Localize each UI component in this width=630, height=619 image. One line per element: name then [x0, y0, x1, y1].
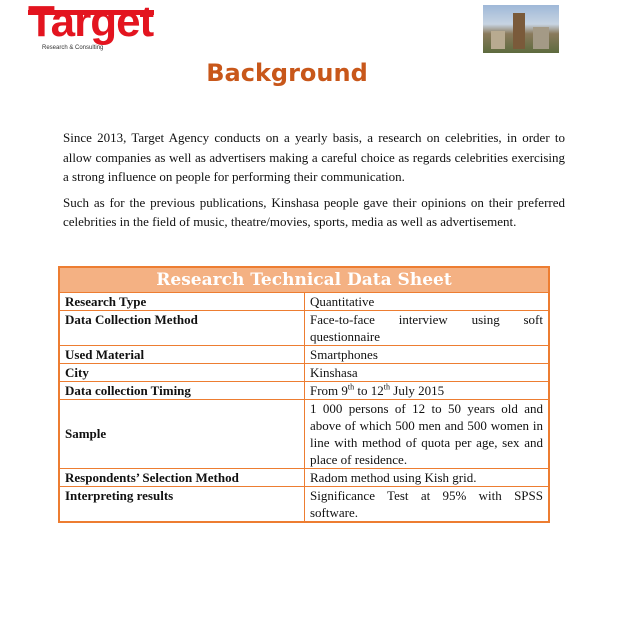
table-row: Data collection Timing From 9th to 12th July 2015: [59, 381, 549, 399]
paragraph-2: Such as for the previous publications, Kinshasa people gave their opinions on their preferred celebrities in the field of music, theatre/movies, sports, media as well as advertisement.: [63, 194, 565, 229]
technical-data-sheet: [58, 266, 550, 523]
table-row: Research Type Quantitative: [59, 292, 549, 310]
page-title: Background: [206, 59, 368, 87]
table-title: Research Technical Data Sheet: [59, 267, 549, 293]
table-row: Respondents’ Selection Method Radom method using Kish grid.: [59, 468, 549, 486]
table-row: Used Material Smartphones: [59, 345, 549, 363]
table-row: City Kinshasa: [59, 363, 549, 381]
table-row: Sample 1 000 persons of 12 to 50 years old and above of which 500 men and 500 women in line with method of quota per age, sex and place of residence.: [59, 399, 549, 468]
table-row: Interpreting results Significance Test at 95% with SPSS software.: [59, 486, 549, 522]
paragraph-1: Since 2013, Target Agency conducts on a yearly basis, a research on celebrities, in order to allow companies as well as advertisers making a careful choice as regards celebrities exercising a strong influence on people for performing their communication.: [63, 130, 565, 184]
table-row: Data Collection Method Face-to-face interview using soft questionnaire: [59, 310, 549, 345]
logo-text: Target: [28, 0, 154, 46]
logo-tagline: Research & Consulting: [42, 45, 104, 51]
